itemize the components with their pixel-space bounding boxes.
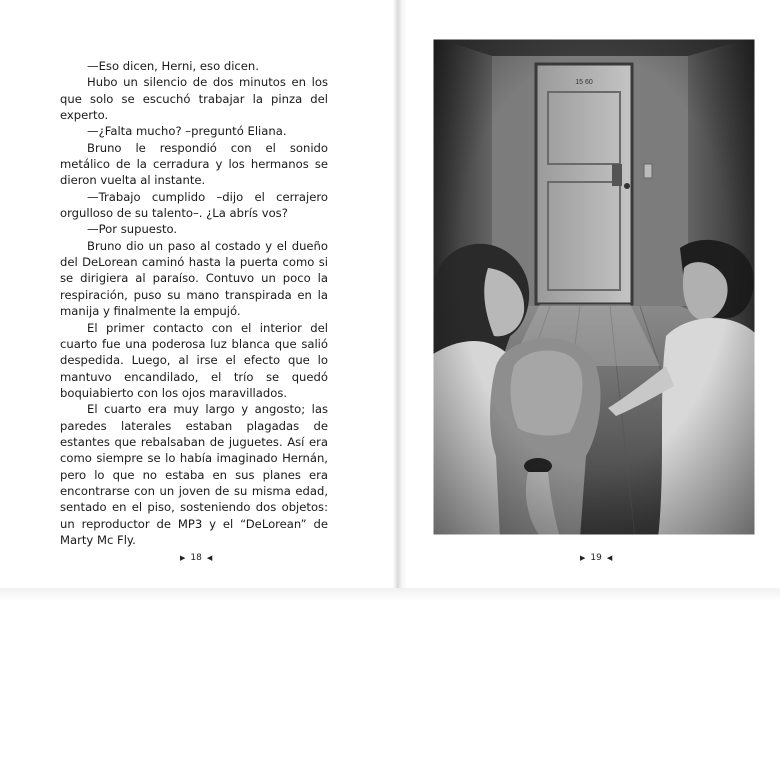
page-shadow (0, 588, 780, 602)
paragraph: —Eso dicen, Herni, eso dicen. (87, 59, 259, 73)
illustration (430, 36, 758, 538)
page-number-label: 19 (590, 553, 602, 563)
left-page (0, 0, 395, 593)
body-text (60, 58, 328, 548)
page-number-label: 18 (190, 553, 202, 563)
paragraph: El primer contacto con el interior del cuarto fue una poderosa luz blanca que salió despedida. Luego, al irse el efecto que lo mantuvo encandilado, el trío se quedó boquiabierto con los ojos maravillados. (60, 320, 328, 400)
paragraph: —Por supuesto. (87, 222, 178, 237)
arrow-left-icon: ◀ (606, 554, 613, 562)
book-gutter (393, 0, 407, 593)
page-number-right (580, 553, 612, 563)
paragraph: Bruno le respondió con el sonido metálico de la cerradura y los hermanos se dieron vuelta al instante. (60, 140, 328, 188)
paragraph: Bruno dio un paso al costado y el dueño del DeLorean caminó hasta la puerta como si se dirigiera al paraíso. Contuvo un poco la respiración, puso su mano transpirada en la manija y finalmente la empujó. (60, 238, 328, 319)
paragraph: —Trabajo cumplido –dijo el cerrajero orgulloso de su talento–. ¿La abrís vos? (60, 189, 328, 221)
right-page (407, 0, 780, 593)
arrow-right-icon: ▶ (180, 554, 186, 562)
arrow-left-icon: ◀ (206, 554, 213, 562)
page-number-left (180, 553, 212, 563)
arrow-right-icon: ▶ (580, 554, 586, 562)
paragraph: Hubo un silencio de dos minutos en los que solo se escuchó trabajar la pinza del experto. (60, 75, 328, 123)
paragraph: —¿Falta mucho? –preguntó Eliana. (87, 124, 287, 139)
paragraph: El cuarto era muy largo y angosto; las paredes laterales estaban plagadas de estantes que rebalsaban de juguetes. Así era como siempre se lo había imaginado Hernán, pero lo que no estaba en sus planes era encontrarse con un joven de su misma edad, sentado en el piso, sosteniendo dos objetos: un reproductor de MP3 y el “DeLorean” de Marty Mc Fly. (60, 402, 328, 547)
